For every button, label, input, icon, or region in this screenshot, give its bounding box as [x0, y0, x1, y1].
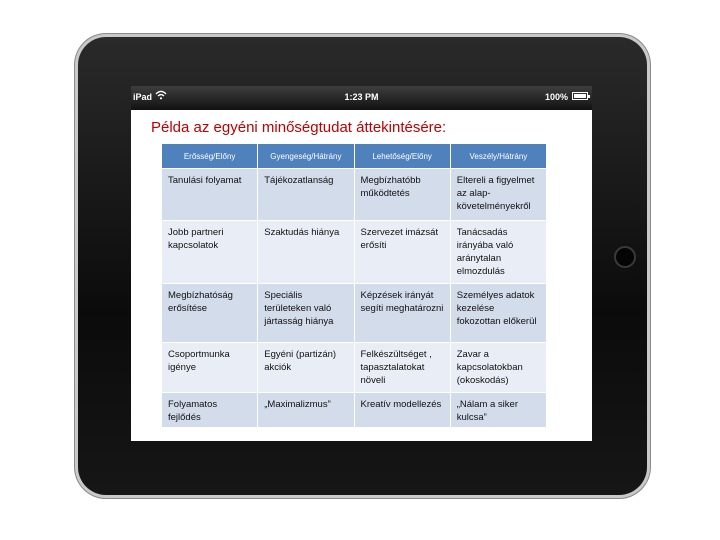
table-cell: Jobb partneri kapcsolatok [162, 221, 257, 283]
table-cell: Felkészültséget , tapasztalatokat növeli [355, 343, 450, 392]
table-cell: Folyamatos fejlődés [162, 393, 257, 427]
header-threat: Veszély/Hátrány [451, 144, 546, 168]
table-cell: Megbízhatóság erősítése [162, 284, 257, 342]
table-row [162, 221, 546, 283]
table-cell: Tanulási folyamat [162, 169, 257, 220]
table-row [162, 343, 546, 392]
table-cell: Eltereli a figyelmet az alap-követelményekről [451, 169, 546, 220]
clock-label: 1:23 PM [344, 92, 379, 102]
table-cell: Speciális területeken való jártasság hiánya [258, 284, 353, 342]
table-cell: Zavar a kapcsolatokban (okoskodás) [451, 343, 546, 392]
table-cell: Egyéni (partizán) akciók [258, 343, 353, 392]
table-cell: Kreatív modellezés [355, 393, 450, 427]
carrier-label: iPad [133, 92, 153, 102]
header-weakness: Gyengeség/Hátrány [258, 144, 353, 168]
table-cell: „Maximalizmus” [258, 393, 353, 427]
table-cell: „Nálam a siker kulcsa” [451, 393, 546, 427]
table-cell: Szervezet imázsát erősíti [355, 221, 450, 283]
swot-table [161, 143, 547, 428]
table-header-row [162, 144, 546, 168]
table-row [162, 393, 546, 427]
table-cell: Tanácsadás irányába való aránytalan elmozdulás [451, 221, 546, 283]
tablet-screen [131, 86, 592, 441]
battery-icon [572, 92, 588, 100]
header-strength: Erősség/Előny [162, 144, 257, 168]
header-opportunity: Lehetőség/Előny [355, 144, 450, 168]
table-cell: Szaktudás hiánya [258, 221, 353, 283]
table-cell: Csoportmunka igénye [162, 343, 257, 392]
table-row [162, 169, 546, 220]
home-button[interactable] [614, 246, 636, 268]
table-cell: Megbízhatóbb működtetés [355, 169, 450, 220]
slide-title: Példa az egyéni minőségtudat áttekintésére: [151, 119, 447, 136]
table-cell: Személyes adatok kezelése fokozottan előkerül [451, 284, 546, 342]
table-cell: Tájékozatlanság [258, 169, 353, 220]
status-bar [131, 86, 592, 110]
table-cell: Képzések irányát segíti meghatározni [355, 284, 450, 342]
table-row [162, 284, 546, 342]
battery-percent: 100% [544, 92, 568, 102]
